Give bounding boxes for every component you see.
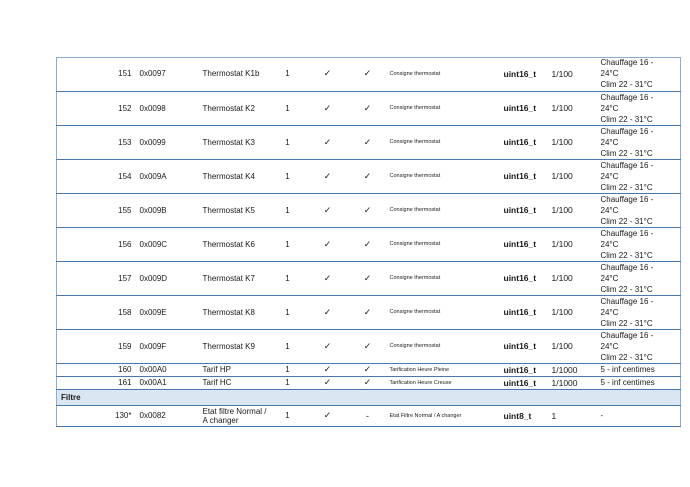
register-description: Consigne thermostat xyxy=(388,227,498,261)
register-description: Etat Filtre Normal / A changer xyxy=(388,405,498,426)
read-flag: ✓ xyxy=(308,193,348,227)
table-row xyxy=(57,376,681,389)
range-line-3: Clim 22 - 31°C xyxy=(600,80,653,90)
value-range xyxy=(599,227,681,261)
scale-factor: 1/100 xyxy=(546,91,599,125)
scale-factor: 1/100 xyxy=(546,295,599,329)
write-flag: - xyxy=(348,405,388,426)
register-description: Consigne thermostat xyxy=(388,57,498,91)
register-address: 0x009C xyxy=(136,227,198,261)
range-line-3: Clim 22 - 31°C xyxy=(600,284,653,294)
range-line-3: Clim 22 - 31°C xyxy=(600,352,653,362)
table-row xyxy=(57,57,681,91)
register-address: 0x00A0 xyxy=(136,363,198,376)
range-line-1: Chauffage 16 - xyxy=(600,58,654,68)
data-type: uint16_t xyxy=(498,363,546,376)
read-flag: ✓ xyxy=(308,57,348,91)
register-description: Consigne thermostat xyxy=(388,261,498,295)
register-address: 0x0099 xyxy=(136,125,198,159)
range-line-3: Clim 22 - 31°C xyxy=(600,114,653,124)
register-length: 1 xyxy=(268,57,308,91)
data-type: uint16_t xyxy=(498,57,546,91)
read-flag: ✓ xyxy=(308,295,348,329)
row-number: 152 xyxy=(57,91,136,125)
register-name: Thermostat K1b xyxy=(198,57,268,91)
write-flag: ✓ xyxy=(348,295,388,329)
scale-factor: 1/100 xyxy=(546,329,599,363)
table-row xyxy=(57,125,681,159)
register-length: 1 xyxy=(268,193,308,227)
scale-factor: 1/1000 xyxy=(546,376,599,389)
range-line-2: 24°C xyxy=(600,239,619,249)
register-name: Thermostat K5 xyxy=(198,193,268,227)
range-line-1: Chauffage 16 - xyxy=(600,228,654,238)
register-length: 1 xyxy=(268,363,308,376)
write-flag: ✓ xyxy=(348,227,388,261)
row-number: 155 xyxy=(57,193,136,227)
read-flag: ✓ xyxy=(308,125,348,159)
row-number: 154 xyxy=(57,159,136,193)
range-line-3: Clim 22 - 31°C xyxy=(600,216,653,226)
data-type: uint16_t xyxy=(498,329,546,363)
register-address: 0x0097 xyxy=(136,57,198,91)
scale-factor: 1/100 xyxy=(546,227,599,261)
scale-factor: 1/100 xyxy=(546,125,599,159)
value-range xyxy=(599,295,681,329)
register-description: Consigne thermostat xyxy=(388,329,498,363)
value-range xyxy=(599,159,681,193)
range-line-1: Chauffage 16 - xyxy=(600,126,654,136)
range-line-3: Clim 22 - 31°C xyxy=(600,318,653,328)
register-length: 1 xyxy=(268,405,308,426)
table-row xyxy=(57,363,681,376)
register-name: Thermostat K8 xyxy=(198,295,268,329)
register-name: Etat filtre Normal / A changer xyxy=(198,405,268,426)
write-flag: ✓ xyxy=(348,125,388,159)
read-flag: ✓ xyxy=(308,405,348,426)
register-name: Thermostat K6 xyxy=(198,227,268,261)
register-length: 1 xyxy=(268,125,308,159)
range-line-1: Chauffage 16 - xyxy=(600,330,654,340)
register-length: 1 xyxy=(268,376,308,389)
register-length: 1 xyxy=(268,295,308,329)
data-type: uint16_t xyxy=(498,91,546,125)
row-number: 158 xyxy=(57,295,136,329)
range-line-1: Chauffage 16 - xyxy=(600,160,654,170)
row-number: 157 xyxy=(57,261,136,295)
register-length: 1 xyxy=(268,329,308,363)
value-range: - xyxy=(599,405,681,426)
table-row xyxy=(57,329,681,363)
table-row xyxy=(57,91,681,125)
scale-factor: 1/100 xyxy=(546,159,599,193)
register-description: Consigne thermostat xyxy=(388,159,498,193)
write-flag: ✓ xyxy=(348,91,388,125)
read-flag: ✓ xyxy=(308,363,348,376)
data-type: uint8_t xyxy=(498,405,546,426)
write-flag: ✓ xyxy=(348,376,388,389)
scale-factor: 1/1000 xyxy=(546,363,599,376)
range-line-2: 24°C xyxy=(600,341,619,351)
range-line-1: Chauffage 16 - xyxy=(600,262,654,272)
data-type: uint16_t xyxy=(498,125,546,159)
register-address: 0x00A1 xyxy=(136,376,198,389)
read-flag: ✓ xyxy=(308,227,348,261)
value-range xyxy=(599,193,681,227)
range-line-1: Chauffage 16 - xyxy=(600,296,654,306)
register-address: 0x0098 xyxy=(136,91,198,125)
value-range xyxy=(599,261,681,295)
scale-factor: 1/100 xyxy=(546,261,599,295)
register-description: Consigne thermostat xyxy=(388,91,498,125)
register-description: Consigne thermostat xyxy=(388,193,498,227)
register-name: Thermostat K9 xyxy=(198,329,268,363)
value-range: 5 - inf centimes xyxy=(599,363,681,376)
register-name: Thermostat K4 xyxy=(198,159,268,193)
register-address: 0x0082 xyxy=(136,405,198,426)
range-line-2: 24°C xyxy=(600,69,619,79)
table-row xyxy=(57,295,681,329)
range-line-2: 24°C xyxy=(600,137,619,147)
range-line-3: Clim 22 - 31°C xyxy=(600,148,653,158)
value-range: 5 - inf centimes xyxy=(599,376,681,389)
write-flag: ✓ xyxy=(348,261,388,295)
register-description: Consigne thermostat xyxy=(388,295,498,329)
scale-factor: 1 xyxy=(546,405,599,426)
table-body xyxy=(57,57,681,426)
data-type: uint16_t xyxy=(498,227,546,261)
row-number: 156 xyxy=(57,227,136,261)
register-address: 0x009D xyxy=(136,261,198,295)
row-number: 153 xyxy=(57,125,136,159)
row-number: 130* xyxy=(57,405,136,426)
range-line-2: 24°C xyxy=(600,171,619,181)
read-flag: ✓ xyxy=(308,159,348,193)
scale-factor: 1/100 xyxy=(546,193,599,227)
read-flag: ✓ xyxy=(308,329,348,363)
write-flag: ✓ xyxy=(348,193,388,227)
range-line-2: 24°C xyxy=(600,307,619,317)
range-line-2: 24°C xyxy=(600,273,619,283)
data-type: uint16_t xyxy=(498,193,546,227)
table-row xyxy=(57,261,681,295)
register-length: 1 xyxy=(268,261,308,295)
value-range xyxy=(599,125,681,159)
row-number: 159 xyxy=(57,329,136,363)
read-flag: ✓ xyxy=(308,376,348,389)
register-description: Tarification Heure Creuse xyxy=(388,376,498,389)
register-table xyxy=(56,57,680,427)
register-address: 0x009A xyxy=(136,159,198,193)
register-name: Tarif HC xyxy=(198,376,268,389)
register-description: Tarification Heure Pleine xyxy=(388,363,498,376)
range-line-2: 24°C xyxy=(600,103,619,113)
write-flag: ✓ xyxy=(348,363,388,376)
register-description: Consigne thermostat xyxy=(388,125,498,159)
value-range xyxy=(599,57,681,91)
range-line-2: 24°C xyxy=(600,205,619,215)
register-name: Thermostat K3 xyxy=(198,125,268,159)
row-number: 160 xyxy=(57,363,136,376)
register-name: Thermostat K2 xyxy=(198,91,268,125)
range-line-1: Chauffage 16 - xyxy=(600,194,654,204)
read-flag: ✓ xyxy=(308,91,348,125)
range-line-1: Chauffage 16 - xyxy=(600,92,654,102)
data-type: uint16_t xyxy=(498,295,546,329)
register-address: 0x009E xyxy=(136,295,198,329)
write-flag: ✓ xyxy=(348,159,388,193)
register-name: Thermostat K7 xyxy=(198,261,268,295)
register-address: 0x009F xyxy=(136,329,198,363)
row-number: 161 xyxy=(57,376,136,389)
data-type: uint16_t xyxy=(498,261,546,295)
register-length: 1 xyxy=(268,227,308,261)
data-type: uint16_t xyxy=(498,159,546,193)
register-length: 1 xyxy=(268,91,308,125)
range-line-3: Clim 22 - 31°C xyxy=(600,250,653,260)
read-flag: ✓ xyxy=(308,261,348,295)
write-flag: ✓ xyxy=(348,57,388,91)
value-range xyxy=(599,91,681,125)
range-line-3: Clim 22 - 31°C xyxy=(600,182,653,192)
table-row xyxy=(57,193,681,227)
register-address: 0x009B xyxy=(136,193,198,227)
row-number: 151 xyxy=(57,57,136,91)
table-row xyxy=(57,227,681,261)
section-header-row xyxy=(57,389,681,405)
data-type: uint16_t xyxy=(498,376,546,389)
table-row xyxy=(57,405,681,426)
write-flag: ✓ xyxy=(348,329,388,363)
register-name: Tarif HP xyxy=(198,363,268,376)
value-range xyxy=(599,329,681,363)
register-length: 1 xyxy=(268,159,308,193)
table-row xyxy=(57,159,681,193)
scale-factor: 1/100 xyxy=(546,57,599,91)
section-title: Filtre xyxy=(57,389,681,405)
